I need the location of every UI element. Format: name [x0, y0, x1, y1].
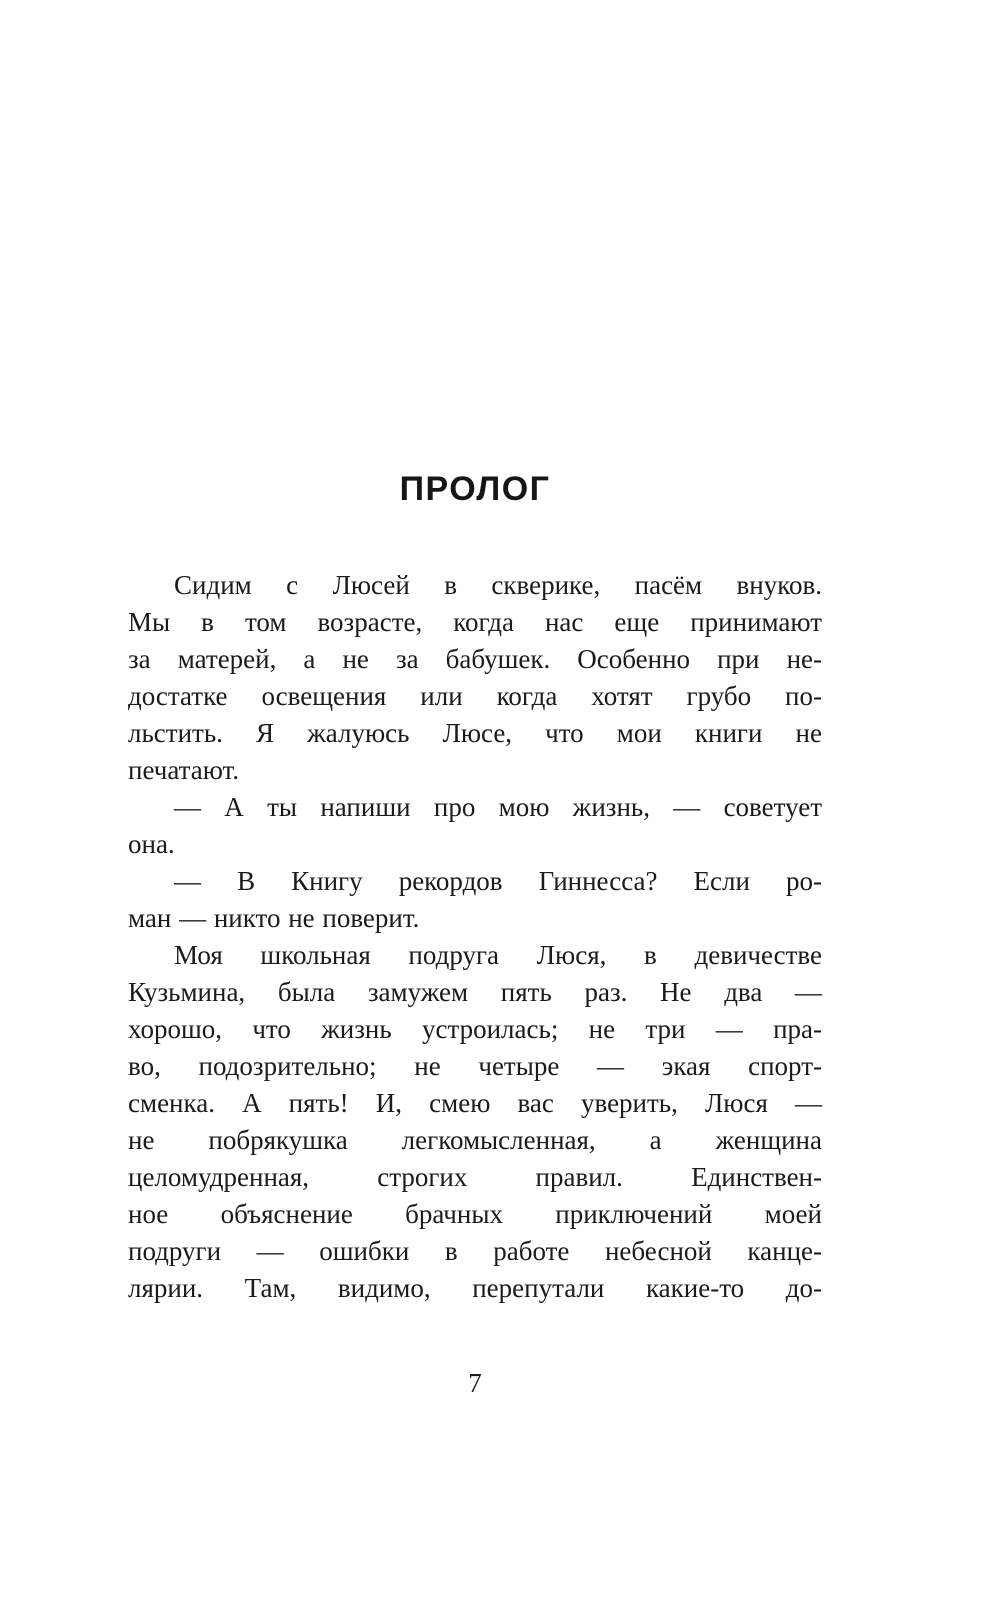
text-line: она.	[128, 829, 175, 859]
text-line: Мы в том возрасте, когда нас еще принимают	[128, 607, 822, 637]
text-line: льстить. Я жалуюсь Люсе, что мои книги не	[128, 718, 822, 748]
text-line: ное объяснение брачных приключений моей	[128, 1199, 822, 1229]
text-line: ман — никто не поверит.	[128, 903, 420, 933]
text-line: достатке освещения или когда хотят грубо по-	[128, 681, 822, 711]
text-line: — В Книгу рекордов Гиннесса? Если ро-	[174, 866, 822, 896]
page-number: 7	[468, 1368, 482, 1398]
text-line: печатают.	[128, 755, 240, 785]
text-line: за матерей, а не за бабушек. Особенно при не-	[128, 644, 822, 674]
text-line: — А ты напиши про мою жизнь, — советует	[174, 792, 822, 822]
text-line: лярии. Там, видимо, перепутали какие-то до-	[128, 1273, 822, 1303]
text-column	[128, 470, 822, 1307]
body-text	[128, 567, 822, 1307]
text-line: хорошо, что жизнь устроилась; не три — пра-	[128, 1014, 822, 1044]
text-line: во, подозрительно; не четыре — экая спорт-	[128, 1051, 822, 1081]
text-line: подруги — ошибки в работе небесной канце-	[128, 1236, 822, 1266]
text-line: не побрякушка легкомысленная, а женщина	[128, 1125, 822, 1155]
text-line: Сидим с Люсей в скверике, пасём внуков.	[174, 570, 822, 600]
chapter-title: ПРОЛОГ	[399, 470, 551, 508]
text-line: целомудренная, строгих правил. Единствен-	[128, 1162, 822, 1192]
text-line: сменка. А пять! И, смею вас уверить, Люся —	[128, 1088, 822, 1118]
text-line: Кузьмина, была замужем пять раз. Не два —	[128, 977, 822, 1007]
text-line: Моя школьная подруга Люся, в девичестве	[174, 940, 822, 970]
